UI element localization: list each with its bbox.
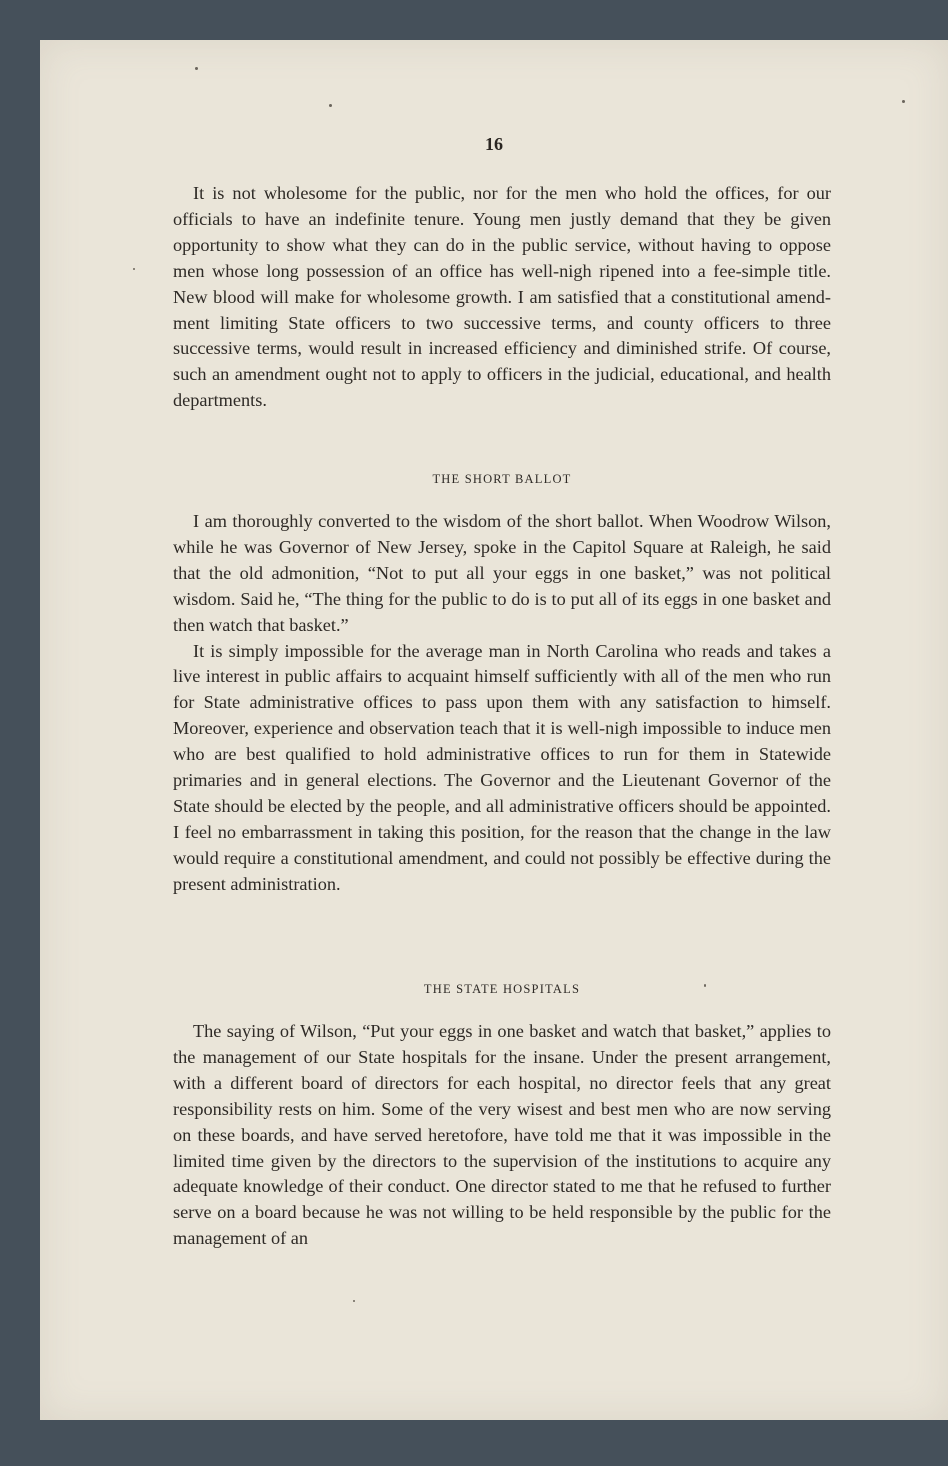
- paper-speck: [195, 67, 198, 70]
- section-state-hospitals: [173, 1019, 831, 1252]
- section-short-ballot: [173, 509, 831, 898]
- paragraph: It is not wholesome for the public, nor for the men who hold the offices, for our officials to have an indefinite tenure. Young men justly demand that they be given opportunity to show what they can do in the public service, without having to oppose men whose long possession of an office has well-nigh ripened into a fee-simple title. New blood will make for wholesome growth. I am satisfied that a constitutional amendment limiting State officers to two successive terms, and county officers to three successive terms, would result in increased efficiency and diminished strife. Of course, such an amendment ought not to apply to officers in the judicial, educational, and health departments.: [173, 183, 831, 411]
- section-intro: [173, 181, 831, 414]
- page-number: 16: [485, 134, 503, 154]
- section-heading-state-hospitals: THE STATE HOSPITALS: [423, 982, 581, 996]
- paragraph: The saying of Wilson, “Put your eggs in one basket and watch that basket,” applies to the management of our State hospitals for the insane. Under the present arrangement, with a different board of directors for each hospital, no director feels that any great responsibility rests on him. Some of the very wisest and best men who are now serving on these boards, and have served heretofore, have told me that it was impossible in the limited time given by the directors to the supervision of the institutions to acquire any adequate knowledge of their conduct. One director stated to me that he refused to further serve on a board because he was not willing to be held responsible by the public for the management of an: [173, 1021, 831, 1249]
- paper-speck: [329, 104, 332, 107]
- paper-speck: [353, 1300, 355, 1302]
- section-heading-short-ballot: THE SHORT BALLOT: [432, 472, 572, 486]
- paper-speck: [133, 268, 135, 270]
- paragraph: It is simply impossible for the average man in North Carolina who reads and takes a live interest in public affairs to acquaint himself sufficiently with all of the men who run for State administrative offices to pass upon them with any satisfaction to himself. Moreover, experience and observation teach that it is well-nigh impossible to induce men who are best qualified to hold administrative offices to run for them in Statewide primaries and in general elections. The Governor and the Lieutenant Governor of the State should be elected by the people, and all administrative officers should be appointed. I feel no embarrassment in taking this position, for the reason that the change in the law would require a constitutional amendment, and could not possibly be effective during the present administration.: [173, 640, 831, 894]
- paragraph: I am thoroughly converted to the wisdom of the short ballot. When Woodrow Wilson, while he was Governor of New Jersey, spoke in the Capitol Square at Raleigh, he said that the old admonition, “Not to put all your eggs in one basket,” was not political wisdom. Said he, “The thing for the public to do is to put all of its eggs in one basket and then watch that basket.”: [173, 511, 831, 635]
- document-page: [40, 40, 948, 1420]
- paper-speck: [902, 100, 905, 103]
